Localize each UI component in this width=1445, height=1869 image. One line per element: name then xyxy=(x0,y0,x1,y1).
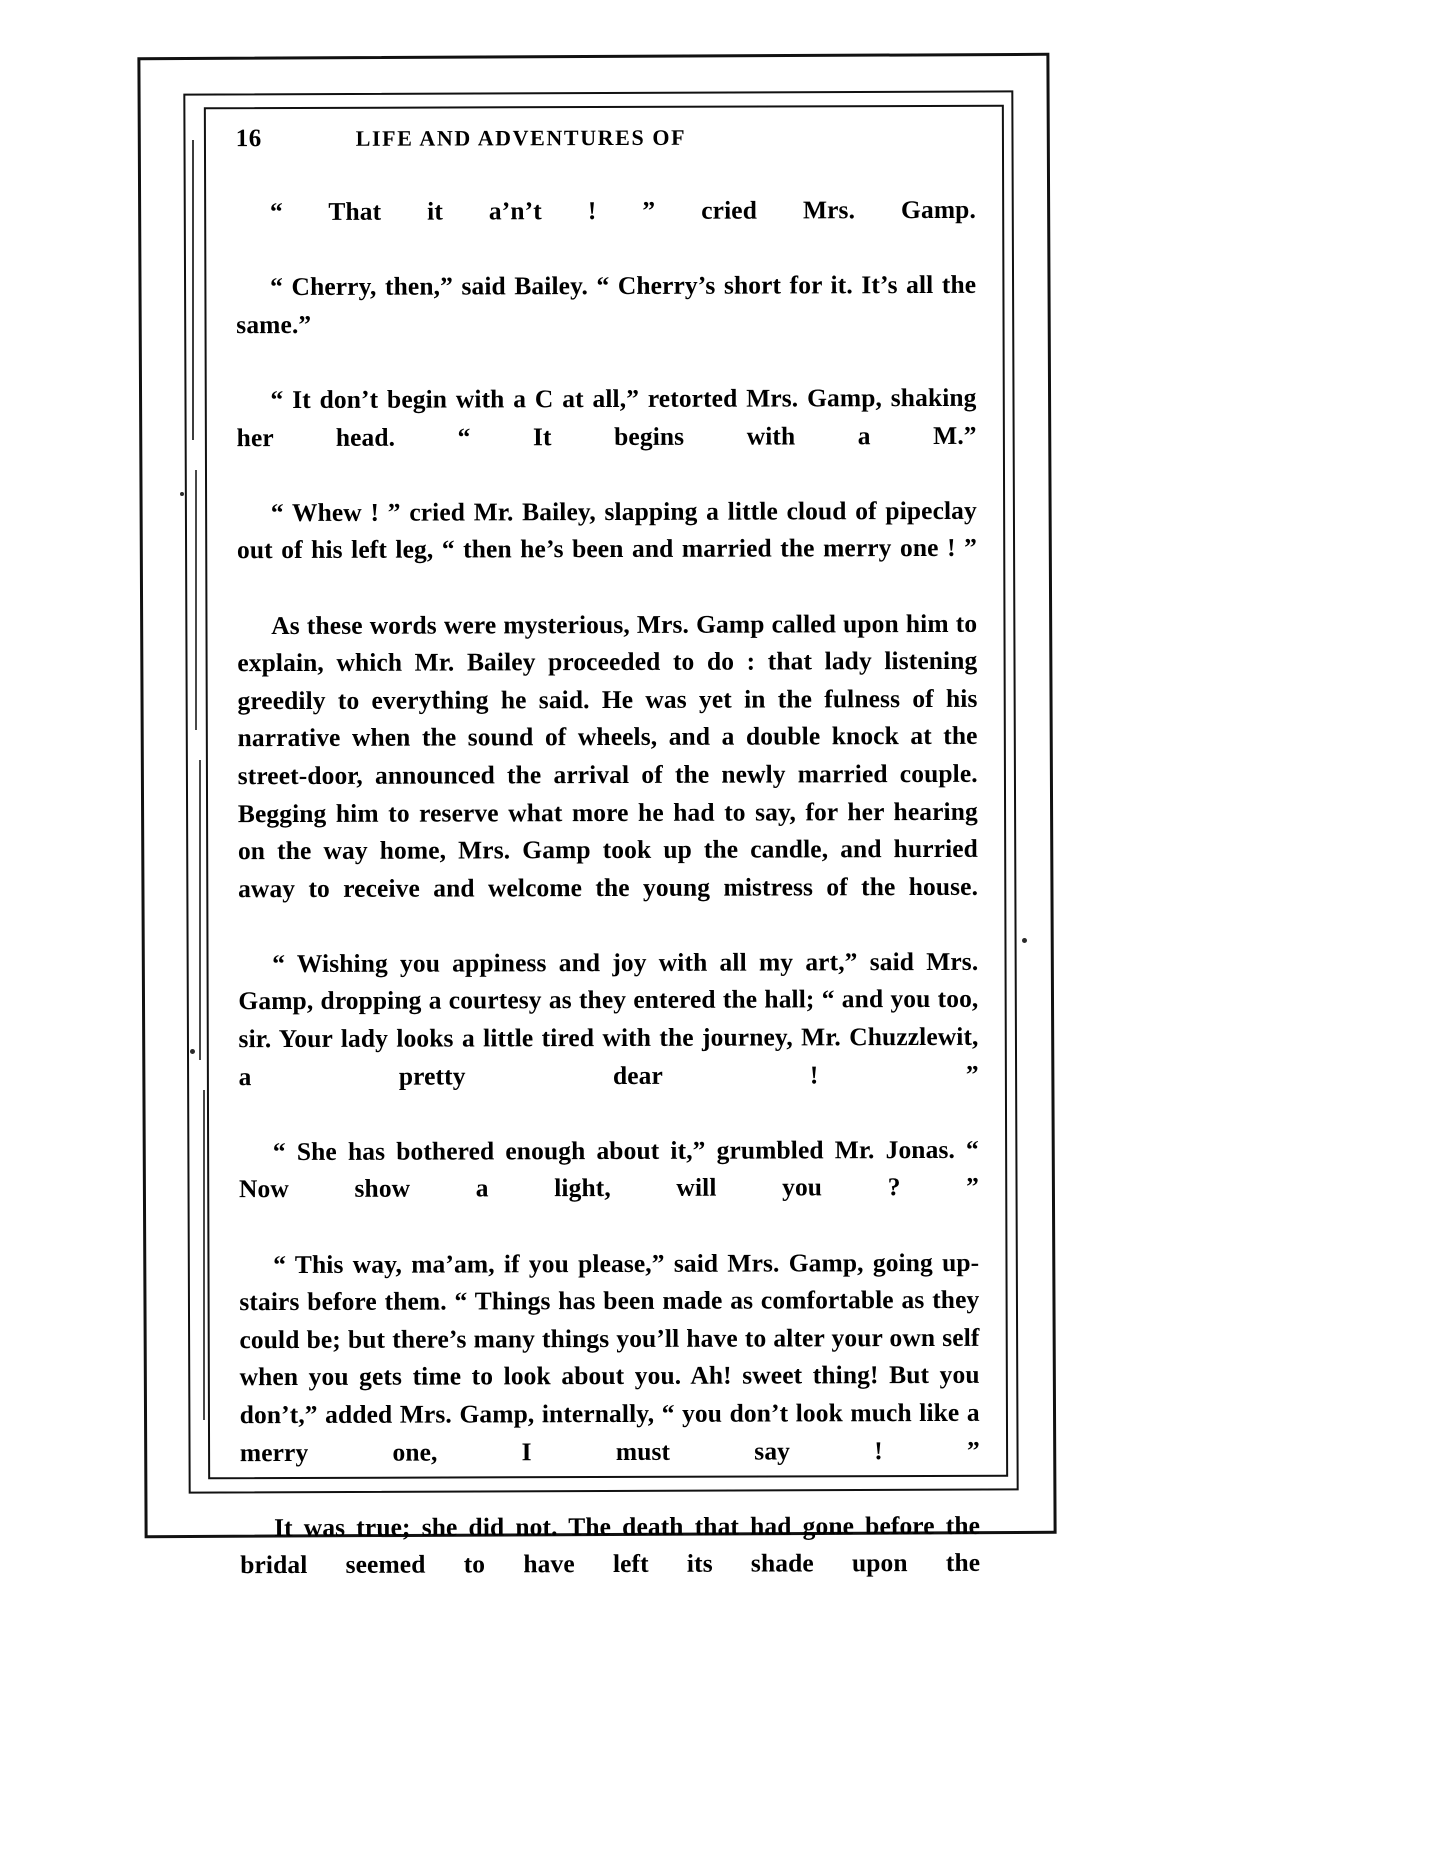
gutter-hairline-upper xyxy=(192,140,194,440)
gutter-hairline-bottom xyxy=(203,1090,205,1420)
paragraph: “ This way, ma’am, if you please,” said Mrs. Gamp, going up-stairs before them. “ Things has been made as comfortable as they could be; but there’s many things you’ll have to alter your own self when you gets time to look about you. Ah! sweet thing! But you don’t,” added Mrs. Gamp, internally, “ you don’t look much like a merry one, I must say ! ” xyxy=(239,1247,980,1467)
paragraph: It was true; she did not. The death that had gone before the bridal seemed to have left its shade upon the xyxy=(240,1510,981,1580)
running-head: LIFE AND ADVENTURES OF xyxy=(355,124,687,151)
paragraph: “ Whew ! ” cried Mr. Bailey, slapping a little cloud of pipeclay out of his left leg, “ then he’s been and married the merry one ! ” xyxy=(236,495,978,565)
page-header xyxy=(236,123,976,159)
paragraph: “ She has bothered enough about it,” grumbled Mr. Jonas. “ Now show a light, will you ? ” xyxy=(238,1134,980,1204)
paragraph: “ That it a’n’t ! ” cried Mrs. Gamp. xyxy=(269,194,976,227)
scan-speckle-right xyxy=(1022,938,1027,943)
paragraph: “ It don’t begin with a C at all,” retorted Mrs. Gamp, shaking her head. “ It begins with a M.” xyxy=(236,382,977,452)
paragraph: “ Cherry, then,” said Bailey. “ Cherry’s short for it. It’s all the same.” xyxy=(236,270,977,339)
body-text xyxy=(236,191,980,1622)
paragraph: As these words were mysterious, Mrs. Gamp called upon him to explain, which Mr. Bailey proceeded to do : that lady listening greedily to everything he said. He was yet in the fulness of his narrative when the sound of wheels, and a double knock at the street-door, announced the arrival of the newly married couple. Begging him to reserve what more he had to say, for her hearing on the way home, Mrs. Gamp took up the candle, and hurried away to receive and welcome the young mistress of the house. xyxy=(237,608,979,903)
paragraph: “ Wishing you appiness and joy with all my art,” said Mrs. Gamp, dropping a courtesy as they entered the hall; “ and you too, sir. Your lady looks a little tired with the journey, Mr. Chuzzlewit, a pretty dear ! ” xyxy=(238,946,979,1091)
scan-speckle-left-upper xyxy=(180,492,184,496)
page-number: 16 xyxy=(235,125,262,153)
scan-speckle-left-lower xyxy=(190,1049,195,1054)
gutter-hairline-lower xyxy=(199,760,201,1060)
gutter-hairline-mid xyxy=(195,470,197,730)
page-text-column xyxy=(236,123,981,1622)
